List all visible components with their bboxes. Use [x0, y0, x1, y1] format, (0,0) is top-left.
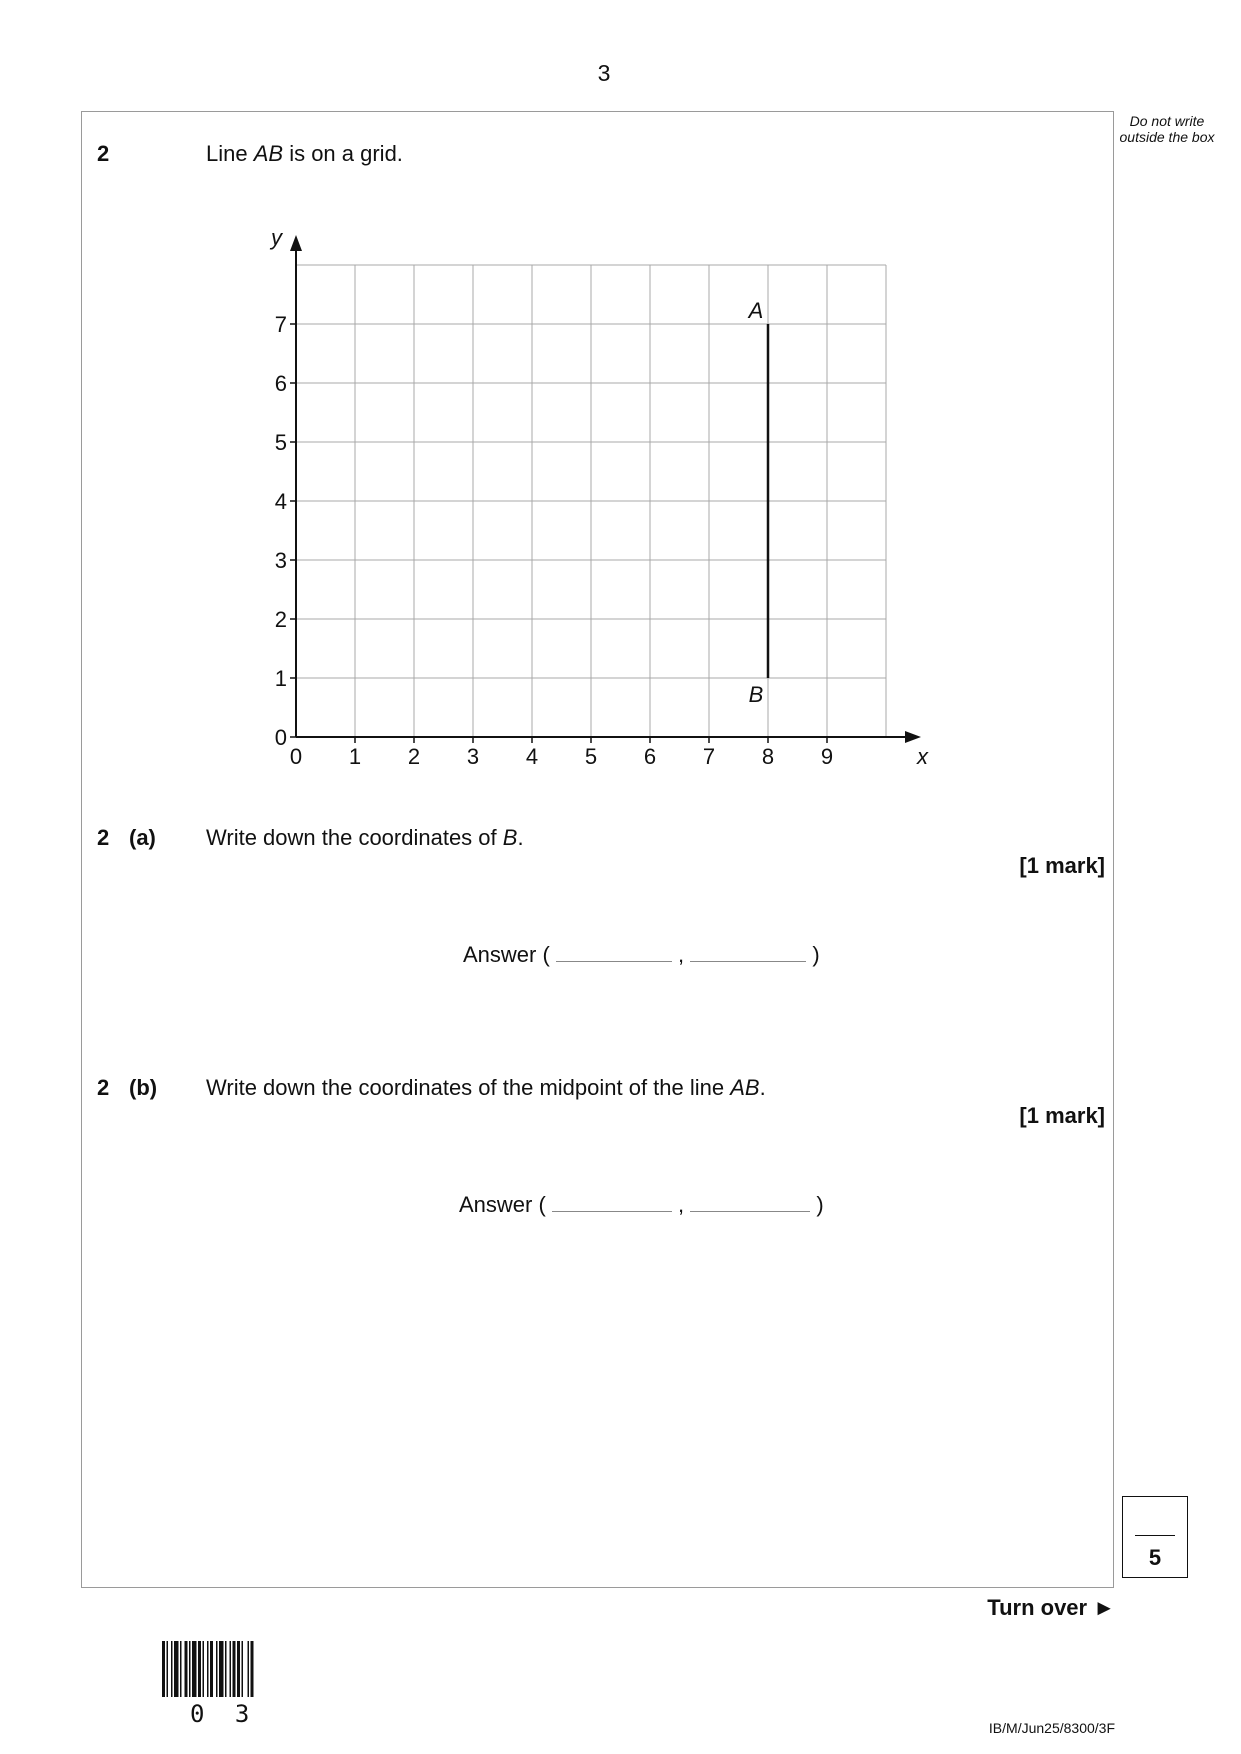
- barcode-bar: [230, 1641, 232, 1697]
- barcode-bar: [219, 1641, 224, 1697]
- axes: [290, 235, 921, 743]
- question-number: 2: [97, 141, 110, 166]
- x-tick-label: 7: [702, 744, 716, 769]
- barcode-bar: [167, 1641, 169, 1697]
- y-axis-arrow-icon: [290, 235, 302, 251]
- part-b-answer-line: Answer ( , ): [459, 1192, 824, 1217]
- x-tick-label: 9: [820, 744, 834, 769]
- barcode-bar: [210, 1641, 213, 1697]
- x-axis-arrow-icon: [905, 731, 921, 743]
- barcode-bar: [233, 1641, 236, 1697]
- tick-labels: [269, 225, 929, 769]
- barcode-bar: [207, 1641, 209, 1697]
- barcode-bar: [189, 1641, 191, 1697]
- x-axis-label: x: [917, 744, 928, 769]
- part-b-question: Write down the coordinates of the midpoint of the line AB.: [206, 1075, 766, 1100]
- barcode-bar: [242, 1641, 244, 1697]
- barcode-bar: [251, 1641, 254, 1697]
- part-b-number: 2: [97, 1075, 110, 1100]
- gridlines: [296, 265, 886, 737]
- barcode-bar: [180, 1641, 182, 1697]
- part-a-answer-line: Answer ( , ): [463, 942, 820, 967]
- x-tick-label: 5: [584, 744, 598, 769]
- y-tick-label: 7: [274, 312, 287, 337]
- x-tick-label: 1: [348, 744, 362, 769]
- part-b-marks: [1 mark]: [1019, 1103, 1105, 1128]
- y-tick-label: 5: [274, 430, 287, 455]
- score-total: 5: [1148, 1545, 1162, 1570]
- y-tick-label: 0: [274, 725, 287, 750]
- part-a-marks: [1 mark]: [1019, 853, 1105, 878]
- margin-note: Do not write outside the box: [1119, 113, 1215, 145]
- page-number: 3: [597, 60, 611, 86]
- barcode-bar: [248, 1641, 250, 1697]
- turn-over: Turn over ►: [987, 1595, 1115, 1620]
- x-tick-label: 3: [466, 744, 480, 769]
- barcode-bar: [216, 1641, 218, 1697]
- question-stem: Line AB is on a grid.: [206, 141, 403, 166]
- part-b-label: (b): [129, 1075, 158, 1100]
- x-tick-label: 8: [761, 744, 775, 769]
- barcode-bar: [225, 1641, 227, 1697]
- answer-y-field[interactable]: [690, 961, 806, 962]
- answer-x-field[interactable]: [556, 961, 672, 962]
- x-tick-label: 0: [289, 744, 303, 769]
- barcode-bar: [192, 1641, 197, 1697]
- y-tick-label: 1: [274, 666, 287, 691]
- paper-reference: IB/M/Jun25/8300/3F: [988, 1720, 1115, 1736]
- y-tick-label: 2: [274, 607, 287, 632]
- point-label-b: B: [748, 682, 764, 707]
- coordinate-grid: [0, 0, 1241, 820]
- part-a-label: (a): [129, 825, 156, 850]
- barcode-bar: [237, 1641, 240, 1697]
- barcode-bar: [203, 1641, 205, 1697]
- score-box: [1122, 1496, 1188, 1578]
- point-label-a: A: [748, 298, 764, 323]
- y-tick-label: 4: [274, 489, 287, 514]
- barcode-icon: [162, 1641, 276, 1697]
- answer-x-field[interactable]: [552, 1211, 672, 1212]
- x-tick-label: 6: [643, 744, 657, 769]
- x-tick-label: 2: [407, 744, 421, 769]
- part-a-question: Write down the coordinates of B.: [206, 825, 524, 850]
- score-divider: [1135, 1535, 1175, 1536]
- part-a-number: 2: [97, 825, 110, 850]
- barcode-bar: [174, 1641, 179, 1697]
- barcode-bar: [185, 1641, 188, 1697]
- x-tick-label: 4: [525, 744, 539, 769]
- barcode-bar: [162, 1641, 165, 1697]
- y-tick-label: 6: [274, 371, 287, 396]
- barcode-digits: 0 3: [190, 1700, 258, 1728]
- answer-y-field[interactable]: [690, 1211, 810, 1212]
- barcode-bar: [198, 1641, 201, 1697]
- y-axis-label: y: [271, 225, 282, 250]
- point-labels: [747, 298, 764, 707]
- barcode-bar: [171, 1641, 173, 1697]
- y-tick-label: 3: [274, 548, 287, 573]
